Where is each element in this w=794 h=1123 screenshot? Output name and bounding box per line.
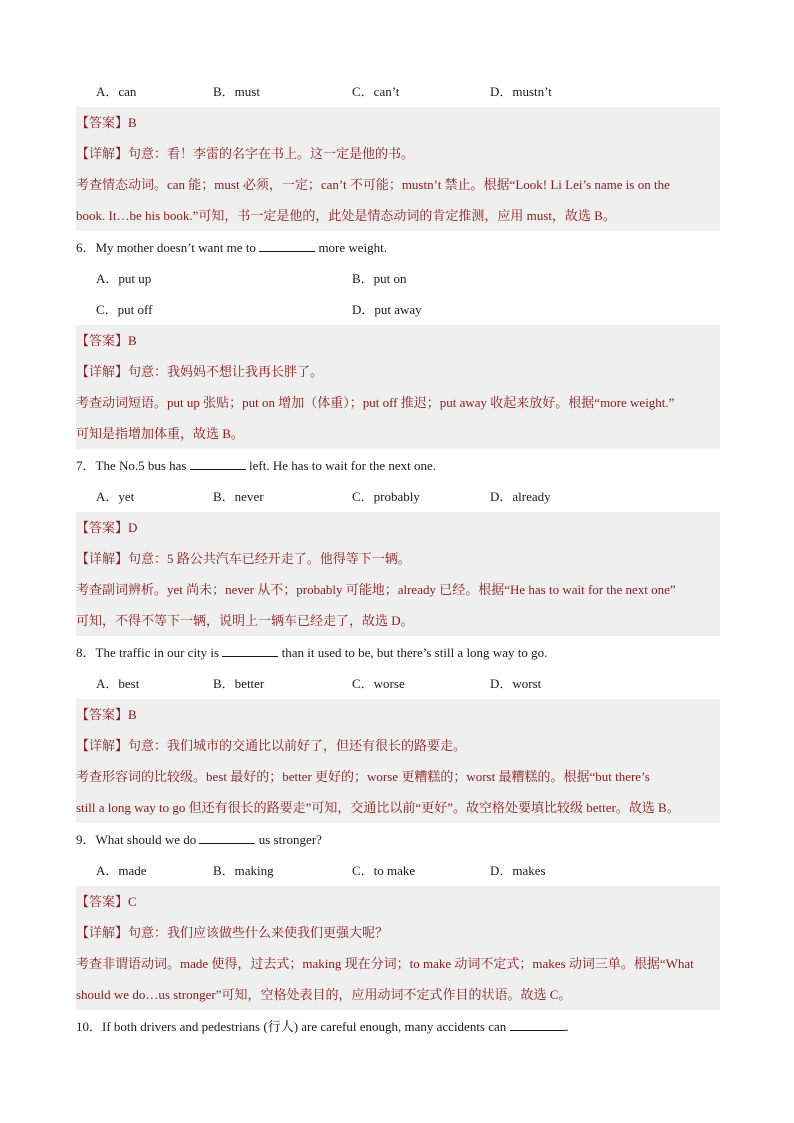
answer-blank <box>510 1016 566 1031</box>
q6-option-d: D．put away <box>352 302 422 317</box>
q8-options <box>76 668 720 699</box>
q7-options <box>76 481 720 512</box>
q6-option-b: B．put on <box>352 271 407 286</box>
q10-stem-before: 10．If both drivers and pedestrians (行人) are careful enough, many accidents can <box>76 1019 507 1034</box>
q8-option-c: C．worse <box>352 676 405 691</box>
q8-stem-after: than it used to be, but there’s still a long way to go. <box>281 645 548 660</box>
q6-detail-2: 考查动词短语。put up 张贴；put on 增加（体重）；put off 推迟；put away 收起来放好。根据“more weight.” <box>76 387 720 418</box>
q6-stem-before: 6．My mother doesn’t want me to <box>76 240 256 255</box>
q6-detail-3: 可知是指增加体重，故选 B。 <box>76 418 720 449</box>
answer-blank <box>222 642 278 657</box>
detail-text: 句意：我妈妈不想让我再长胖了。 <box>128 364 324 379</box>
q7-stem-after: left. He has to wait for the next one. <box>249 458 436 473</box>
q7-option-c: C．probably <box>352 489 420 504</box>
q6-answer: 【答案】B <box>76 325 720 356</box>
detail-text: 句意：我们应该做些什么来使我们更强大呢？ <box>128 925 389 940</box>
q10-stem <box>76 1011 720 1042</box>
answer-blank <box>190 455 246 470</box>
q8-option-d: D．worst <box>490 676 542 691</box>
q9-answer: 【答案】C <box>76 886 720 917</box>
q8-option-a: A．best <box>96 676 140 691</box>
q6-options-row1 <box>76 263 720 294</box>
q9-stem-after: us stronger? <box>258 832 322 847</box>
q9-options <box>76 855 720 886</box>
detail-text: 句意：看！李雷的名字在书上。这一定是他的书。 <box>128 146 415 161</box>
q6-detail-1 <box>76 356 720 387</box>
q8-stem <box>76 637 720 668</box>
q5-option-d: D．mustn’t <box>490 84 552 99</box>
q5-detail-1 <box>76 138 720 169</box>
q5-detail-3: book. It…be his book.”可知，书一定是他的，此处是情态动词的肯定推测，应用 must，故选 B。 <box>76 200 720 231</box>
q5-options <box>76 76 720 107</box>
q7-stem-before: 7．The No.5 bus has <box>76 458 187 473</box>
q5-option-a: A．can <box>96 84 137 99</box>
q7-option-d: D．already <box>490 489 551 504</box>
q9-option-b: B．making <box>213 863 274 878</box>
detail-text: 句意：5 路公共汽车已经开走了。他得等下一辆。 <box>128 551 411 566</box>
detail-text: 句意：我们城市的交通比以前好了，但还有很长的路要走。 <box>128 738 467 753</box>
detail-label: 【详解】 <box>76 738 129 753</box>
q6-options-row2 <box>76 294 720 325</box>
q6-stem-after: more weight. <box>318 240 388 255</box>
q8-stem-before: 8．The traffic in our city is <box>76 645 220 660</box>
q8-detail-2: 考查形容词的比较级。best 最好的；better 更好的；worse 更糟糕的；worst 最糟糕的。根据“but there’s <box>76 761 720 792</box>
q8-option-b: B．better <box>213 676 265 691</box>
detail-label: 【详解】 <box>76 925 129 940</box>
q9-option-d: D．makes <box>490 863 546 878</box>
q9-detail-2: 考查非谓语动词。made 使得，过去式；making 现在分词；to make 动词不定式；makes 动词三单。根据“What <box>76 948 720 979</box>
q8-detail-1 <box>76 730 720 761</box>
q7-option-a: A．yet <box>96 489 135 504</box>
q7-detail-3: 可知，不得不等下一辆，说明上一辆车已经走了，故选 D。 <box>76 605 720 636</box>
detail-label: 【详解】 <box>76 146 129 161</box>
q5-detail-2: 考查情态动词。can 能；must 必须，一定；can’t 不可能；mustn’t 禁止。根据“Look! Li Lei’s name is on the <box>76 169 720 200</box>
q8-detail-3: still a long way to go 但还有很长的路要走”可知，交通比以前“更好”。故空格处要填比较级 better。故选 B。 <box>76 792 720 823</box>
q6-stem <box>76 232 720 263</box>
answer-blank <box>259 237 315 252</box>
q9-detail-3: should we do…us stronger”可知，空格处表目的，应用动词不定式作目的状语。故选 C。 <box>76 979 720 1010</box>
q5-option-c: C．can’t <box>352 84 400 99</box>
q7-detail-2: 考查副词辨析。yet 尚未；never 从不；probably 可能地；already 已经。根据“He has to wait for the next one” <box>76 574 720 605</box>
q9-detail-1 <box>76 917 720 948</box>
q8-answer: 【答案】B <box>76 699 720 730</box>
q10-stem-after: . <box>565 1019 569 1034</box>
q9-stem-before: 9．What should we do <box>76 832 197 847</box>
detail-label: 【详解】 <box>76 364 129 379</box>
q9-option-c: C．to make <box>352 863 416 878</box>
q6-option-c: C．put off <box>96 302 153 317</box>
answer-blank <box>199 829 255 844</box>
q7-answer: 【答案】D <box>76 512 720 543</box>
q5-answer: 【答案】B <box>76 107 720 138</box>
q6-option-a: A．put up <box>96 271 152 286</box>
q7-option-b: B．never <box>213 489 264 504</box>
q7-detail-1 <box>76 543 720 574</box>
detail-label: 【详解】 <box>76 551 129 566</box>
q7-stem <box>76 450 720 481</box>
q9-option-a: A．made <box>96 863 147 878</box>
q5-option-b: B．must <box>213 84 260 99</box>
q9-stem <box>76 824 720 855</box>
